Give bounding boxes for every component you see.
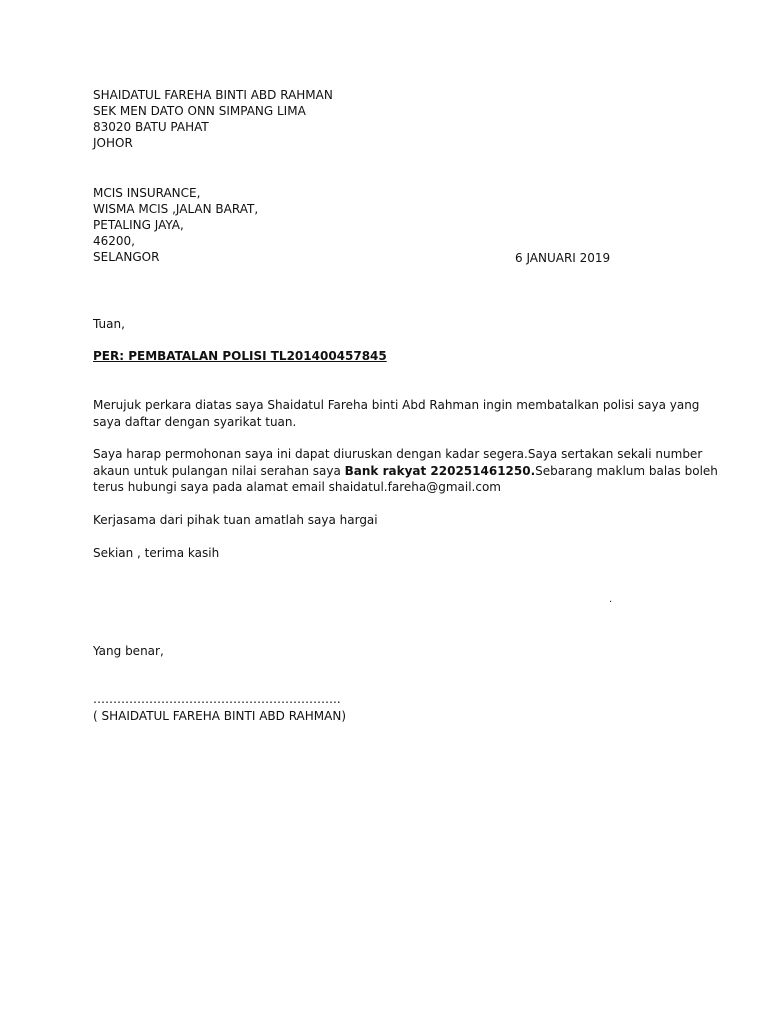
signature-name: ( SHAIDATUL FAREHA BINTI ABD RAHMAN): [93, 709, 347, 723]
sign-off: Yang benar,: [93, 644, 164, 658]
recipient-company: MCIS INSURANCE,: [93, 186, 201, 200]
recipient-postcode: 46200,: [93, 234, 135, 248]
recipient-city: PETALING JAYA,: [93, 218, 184, 232]
stray-mark: .: [609, 594, 613, 605]
paragraph-2-line-1: Saya harap permohonan saya ini dapat diuruskan dengan kadar segera.Saya sertakan sekali number: [93, 447, 703, 461]
sender-address: [93, 87, 333, 151]
sender-name: SHAIDATUL FAREHA BINTI ABD RAHMAN: [93, 88, 333, 102]
sender-postcode-city: 83020 BATU PAHAT: [93, 120, 209, 134]
letter-date: 6 JANUARI 2019: [515, 251, 611, 265]
signature-line: ……………………………………………………..: [93, 692, 341, 706]
paragraph-2-line-2: [93, 463, 718, 480]
recipient-address: [93, 185, 258, 265]
subject-line: PER: PEMBATALAN POLISI TL201400457845: [93, 349, 387, 363]
sender-state: JOHOR: [93, 136, 133, 150]
paragraph-3: Kerjasama dari pihak tuan amatlah saya hargai: [93, 513, 378, 527]
bank-account: Bank rakyat 220251461250.: [344, 463, 536, 478]
paragraph-2-line-2-start: akaun untuk pulangan nilai serahan saya: [93, 463, 345, 478]
paragraph-2-line-2-end: Sebarang maklum balas boleh: [535, 463, 718, 478]
closing-thanks: Sekian , terima kasih: [93, 546, 220, 560]
paragraph-1-line-1: Merujuk perkara diatas saya Shaidatul Fareha binti Abd Rahman ingin membatalkan polisi saya yang: [93, 398, 700, 412]
sender-school: SEK MEN DATO ONN SIMPANG LIMA: [93, 104, 306, 118]
paragraph-2-line-3: terus hubungi saya pada alamat email shaidatul.fareha@gmail.com: [93, 480, 501, 494]
recipient-state: SELANGOR: [93, 250, 160, 264]
paragraph-1: [93, 397, 700, 430]
salutation: Tuan,: [93, 317, 125, 331]
paragraph-2: [93, 446, 718, 496]
paragraph-1-line-2: saya daftar dengan syarikat tuan.: [93, 414, 297, 429]
recipient-street: WISMA MCIS ,JALAN BARAT,: [93, 202, 259, 216]
